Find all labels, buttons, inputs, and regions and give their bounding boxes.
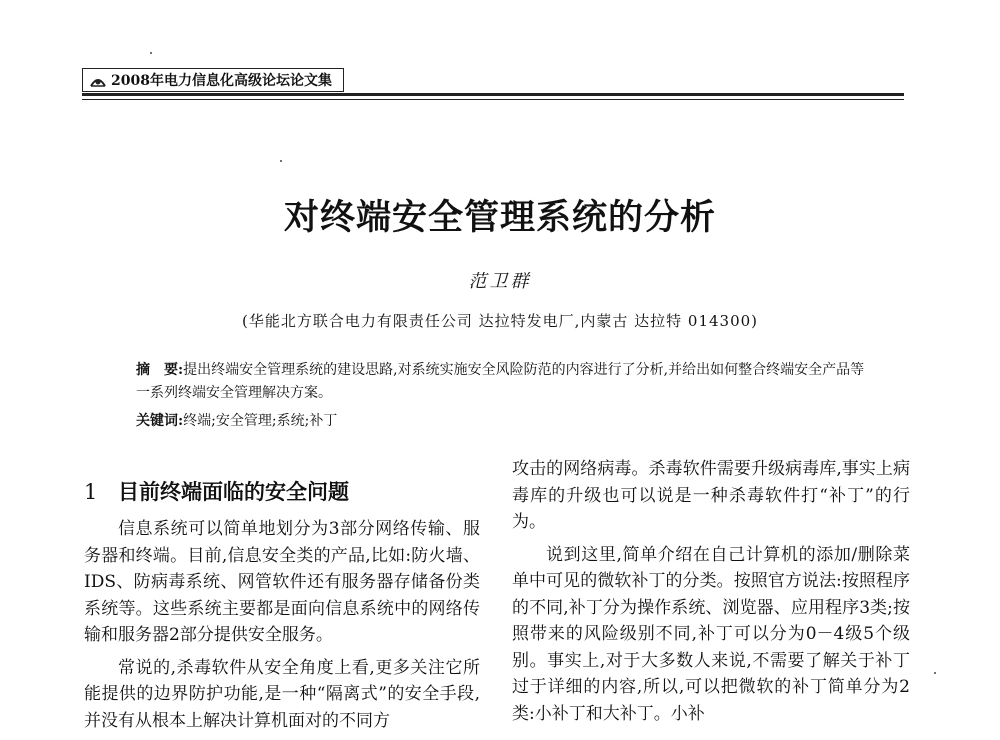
keywords-text: 终端;安全管理;系统;补丁 xyxy=(183,413,338,429)
scan-speck xyxy=(150,52,152,54)
paper-title: 对终端安全管理系统的分析 xyxy=(283,197,716,238)
header-rule-thick xyxy=(82,93,904,96)
section-number: 1 xyxy=(84,480,98,504)
abstract-label: 摘 要: xyxy=(136,362,184,378)
proceedings-header xyxy=(82,68,344,92)
header-rule-thin xyxy=(82,99,904,100)
scan-speck xyxy=(934,672,936,674)
body-paragraph: 说到这里,简单介绍在自己计算机的添加/删除菜单中可见的微软补丁的分类。按照官方说法:按照程序的不同,补丁分为操作系统、浏览器、应用程序3类;按照带来的风险级别不同,补丁可以分为0－4级5个级别。事实上,对于大多数人来说,不需要了解关于补丁过于详细的内容,所以,可以把微软的补丁简单分为2类:小补丁和大补丁。小补 xyxy=(512,544,910,724)
body-paragraph: 常说的,杀毒软件从安全角度上看,更多关注它所能提供的边界防护功能,是一种“隔离式”的安全手段,并没有从根本上解决计算机面对的不同方 xyxy=(84,657,480,731)
scan-speck xyxy=(280,160,282,162)
paper-affiliation: (华能北方联合电力有限责任公司 达拉特发电厂,内蒙古 达拉特 014300) xyxy=(241,312,759,330)
proceedings-logo-icon xyxy=(89,72,107,88)
section-title: 目前终端面临的安全问题 xyxy=(118,479,349,504)
body-paragraph: 攻击的网络病毒。杀毒软件需要升级病毒库,事实上病毒库的升级也可以说是一种杀毒软件打“补丁”的行为。 xyxy=(512,459,910,532)
section-heading xyxy=(84,476,504,506)
paper-author: 范卫群 xyxy=(468,271,532,292)
body-column-left xyxy=(84,516,480,740)
abstract-text: 提出终端安全管理系统的建设思路,对系统实施安全风险防范的内容进行了分析,并给出如何整合终端安全产品等一系列终端安全管理解决方案。 xyxy=(136,362,865,401)
proceedings-title: 2008年电力信息化高级论坛论文集 xyxy=(111,73,332,89)
body-column-right xyxy=(512,456,910,733)
body-paragraph: 信息系统可以简单地划分为3部分网络传输、服务器和终端。目前,信息安全类的产品,比如:防火墙、IDS、防病毒系统、网管软件还有服务器存储备份类系统等。这些系统主要都是面向信息系统中的网络传输和服务器2部分提供安全服务。 xyxy=(84,519,480,645)
keywords xyxy=(136,410,866,432)
keywords-label: 关键词: xyxy=(136,413,184,429)
abstract xyxy=(136,359,866,405)
